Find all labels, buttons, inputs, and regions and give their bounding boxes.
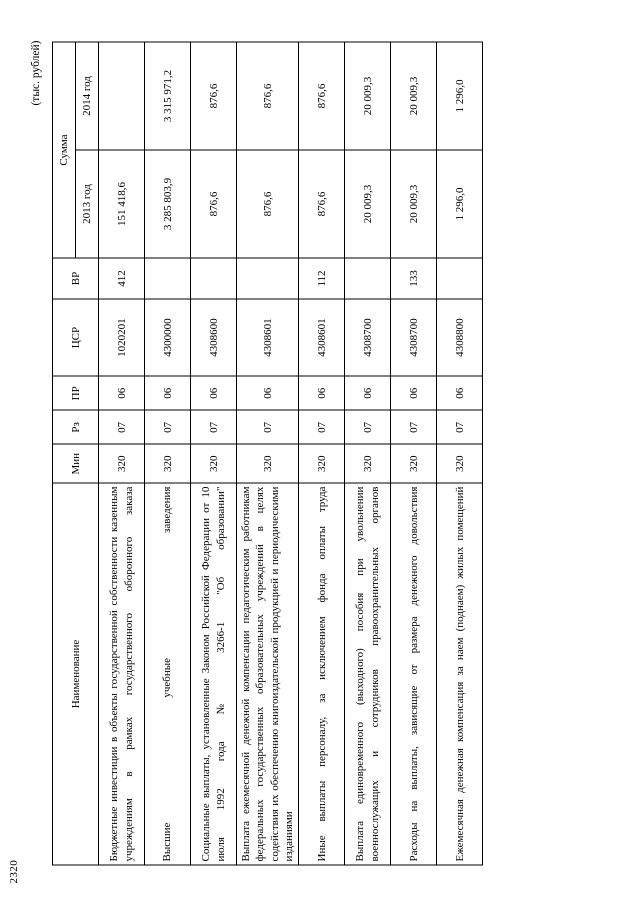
table-row — [99, 42, 145, 865]
cell-min: 320 — [345, 444, 391, 483]
cell-csr: 1020201 — [99, 298, 145, 375]
cell-rz: 07 — [437, 410, 483, 444]
cell-pr: 06 — [345, 376, 391, 410]
cell-year-2013: 876,6 — [299, 150, 345, 258]
cell-min: 320 — [437, 444, 483, 483]
cell-year-2013: 1 296,0 — [437, 150, 483, 258]
table-row — [345, 42, 391, 865]
column-header-year-2013: 2013 год — [76, 150, 99, 258]
cell-rz: 07 — [391, 410, 437, 444]
cell-name: Выплата единовременного (выходного) пособия при увольнении военнослужащих и сотрудников правоохранительных органов — [345, 483, 391, 865]
cell-year-2013: 20 009,3 — [345, 150, 391, 258]
cell-vr — [237, 258, 299, 299]
cell-year-2013: 876,6 — [191, 150, 237, 258]
cell-vr: 112 — [299, 258, 345, 299]
column-header-csr: ЦСР — [53, 298, 99, 375]
table-row — [237, 42, 299, 865]
cell-year-2014 — [99, 42, 145, 150]
cell-name: Социальные выплаты, установленные Законом Российской Федерации от 10 июля 1992 года № 3266-1 "Об образовании" — [191, 483, 237, 865]
cell-name: Ежемесячная денежная компенсация за наем (поднаем) жилых помещений — [437, 483, 483, 865]
cell-min: 320 — [299, 444, 345, 483]
cell-vr — [145, 258, 191, 299]
cell-year-2014: 876,6 — [299, 42, 345, 150]
cell-pr: 06 — [99, 376, 145, 410]
cell-csr: 4308700 — [391, 298, 437, 375]
cell-rz: 07 — [345, 410, 391, 444]
cell-year-2013: 876,6 — [237, 150, 299, 258]
column-header-name: Наименование — [53, 483, 99, 865]
units-label: (тыс. рублей) — [30, 40, 42, 106]
column-header-year-2014: 2014 год — [76, 42, 99, 150]
table-row — [437, 42, 483, 865]
cell-pr: 06 — [391, 376, 437, 410]
cell-pr: 06 — [299, 376, 345, 410]
cell-vr — [191, 258, 237, 299]
cell-rz: 07 — [299, 410, 345, 444]
cell-name: Иные выплаты персоналу, за исключением фонда оплаты труда — [299, 483, 345, 865]
cell-pr: 06 — [237, 376, 299, 410]
cell-year-2014: 876,6 — [191, 42, 237, 150]
cell-min: 320 — [391, 444, 437, 483]
cell-year-2013: 20 009,3 — [391, 150, 437, 258]
cell-name: Высшие учебные заведения — [145, 483, 191, 865]
column-header-min: Мин — [53, 444, 99, 483]
cell-csr: 4308700 — [345, 298, 391, 375]
page-number: 2320 — [8, 859, 20, 883]
cell-vr — [345, 258, 391, 299]
cell-min: 320 — [99, 444, 145, 483]
cell-year-2013: 151 418,6 — [99, 150, 145, 258]
cell-rz: 07 — [191, 410, 237, 444]
table-row — [145, 42, 191, 865]
cell-name: Выплата ежемесячной денежной компенсации педагогическим работникам федеральных государственных образовательных учреждений в целях содействия их обеспечению книгоиздательской продукцией и периодическими изданиями — [237, 483, 299, 865]
cell-vr — [437, 258, 483, 299]
cell-pr: 06 — [191, 376, 237, 410]
table-row — [191, 42, 237, 865]
cell-name: Расходы на выплаты, зависящие от размера денежного довольствия — [391, 483, 437, 865]
cell-csr: 4300000 — [145, 298, 191, 375]
cell-csr: 4308601 — [299, 298, 345, 375]
cell-pr: 06 — [145, 376, 191, 410]
cell-min: 320 — [191, 444, 237, 483]
cell-csr: 4308800 — [437, 298, 483, 375]
cell-vr: 133 — [391, 258, 437, 299]
table-body — [99, 42, 483, 865]
table-header — [53, 42, 99, 865]
cell-year-2014: 3 315 971,2 — [145, 42, 191, 150]
cell-min: 320 — [145, 444, 191, 483]
cell-year-2014: 1 296,0 — [437, 42, 483, 150]
cell-rz: 07 — [145, 410, 191, 444]
cell-rz: 07 — [237, 410, 299, 444]
column-header-vr: ВР — [53, 258, 99, 299]
cell-vr: 412 — [99, 258, 145, 299]
cell-name: Бюджетные инвестиции в объекты государственной собственности казенным учреждениям в рамках государственного оборонного заказа — [99, 483, 145, 865]
cell-csr: 4308601 — [237, 298, 299, 375]
column-header-sum: Сумма — [53, 42, 76, 258]
cell-year-2014: 876,6 — [237, 42, 299, 150]
budget-table — [52, 41, 483, 865]
cell-year-2014: 20 009,3 — [345, 42, 391, 150]
cell-year-2013: 3 285 803,9 — [145, 150, 191, 258]
cell-pr: 06 — [437, 376, 483, 410]
cell-csr: 4308600 — [191, 298, 237, 375]
column-header-rz: Рз — [53, 410, 99, 444]
cell-year-2014: 20 009,3 — [391, 42, 437, 150]
table-row — [299, 42, 345, 865]
cell-min: 320 — [237, 444, 299, 483]
cell-rz: 07 — [99, 410, 145, 444]
column-header-pr: ПР — [53, 376, 99, 410]
table-row — [391, 42, 437, 865]
